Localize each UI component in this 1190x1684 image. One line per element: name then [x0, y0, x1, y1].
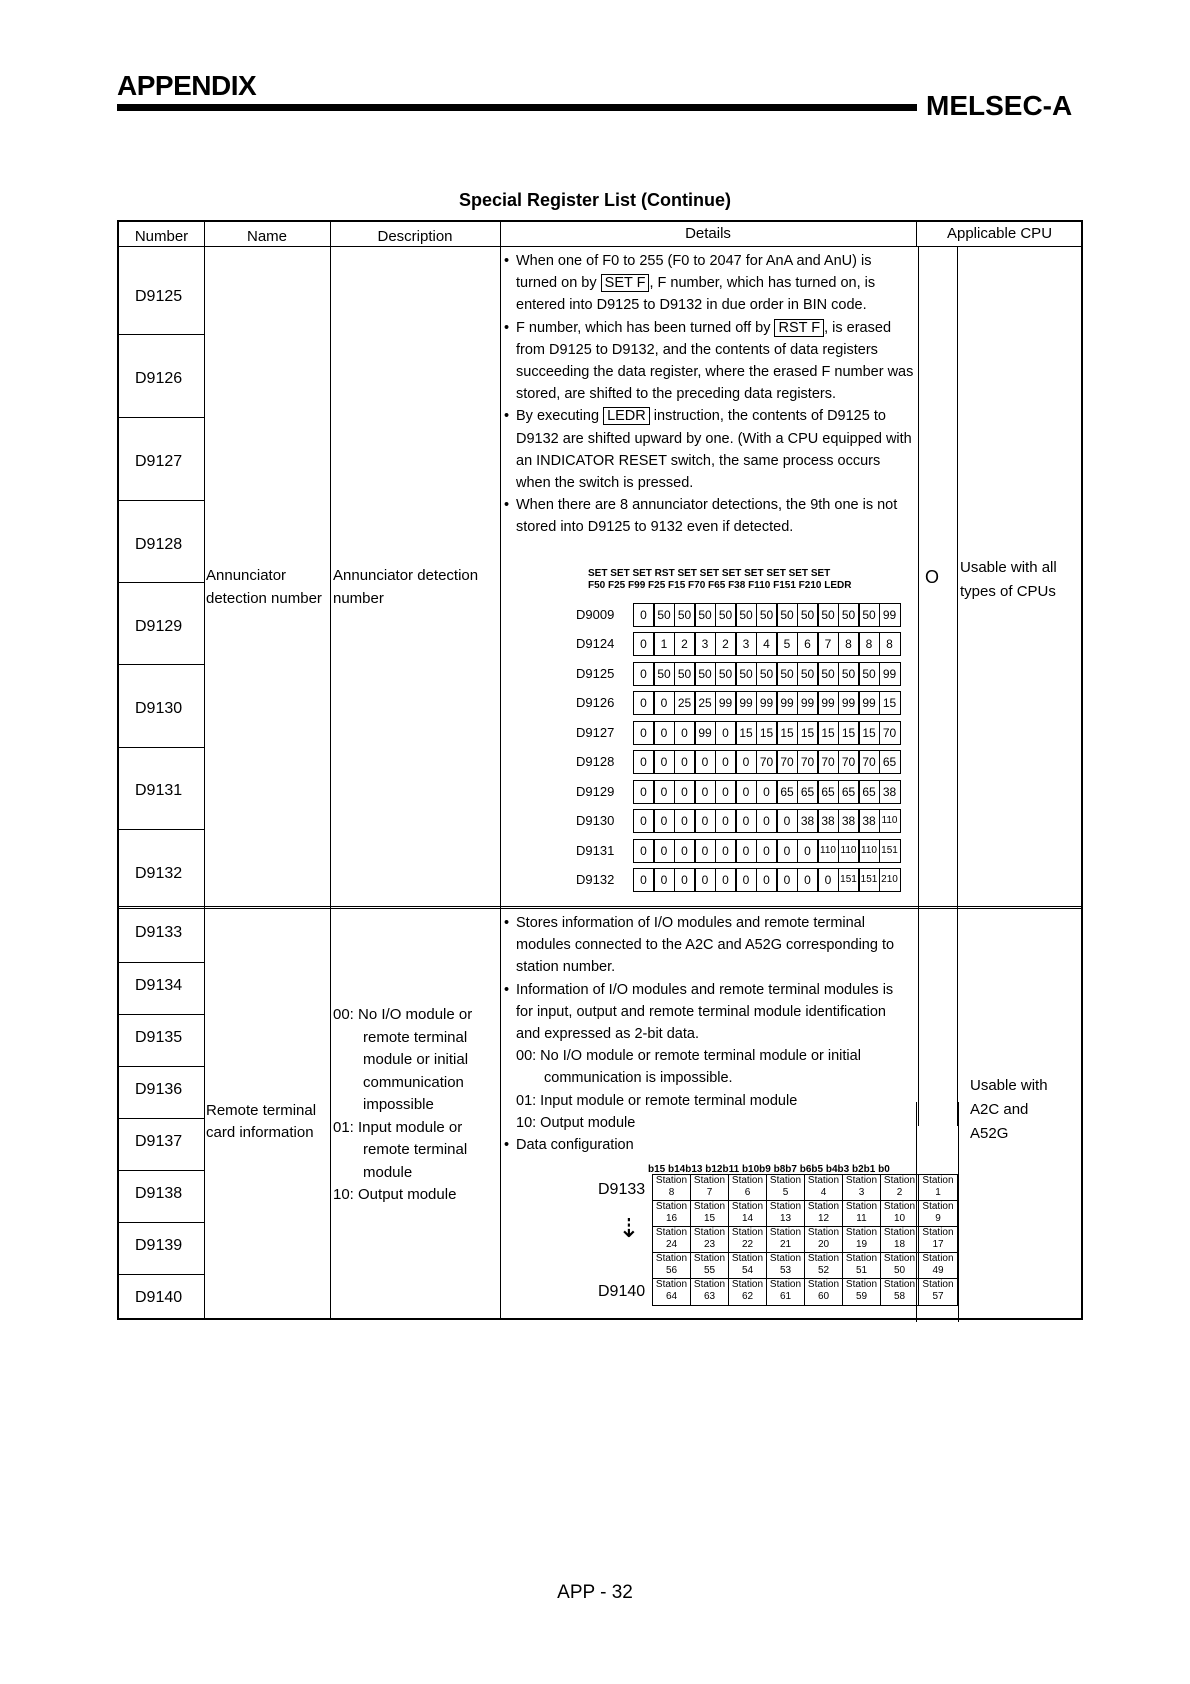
station-cell: Station 1 [919, 1175, 957, 1201]
annunciator-cell: 0 [694, 750, 716, 774]
annunciator-cell: 15 [817, 721, 839, 745]
annunciator-cell: 99 [776, 691, 798, 715]
annunciator-cell: 70 [879, 721, 901, 745]
station-cell: Station 55 [691, 1253, 729, 1279]
station-cell: Station 51 [843, 1253, 881, 1279]
annunciator-cell: 0 [633, 868, 655, 892]
annunciator-cell: 0 [735, 868, 757, 892]
station-row [653, 1279, 957, 1305]
annunciator-cell: 15 [797, 721, 819, 745]
annunciator-cell: 65 [776, 780, 798, 804]
annunciator-cell: 50 [653, 603, 675, 627]
register-number: D9125 [135, 288, 183, 305]
annunciator-cell: 65 [797, 780, 819, 804]
page-number: APP - 32 [557, 1582, 633, 1603]
annunciator-cell: 151 [879, 839, 901, 863]
annunciator-cell: 1 [653, 632, 675, 656]
annunciator-cell: 0 [735, 809, 757, 833]
station-cell: Station 16 [653, 1201, 691, 1227]
annunciator-cell: 0 [653, 691, 675, 715]
station-cell: Station 8 [653, 1175, 691, 1201]
annunciator-cell: 38 [797, 809, 819, 833]
annunciator-cell: 0 [653, 780, 675, 804]
annunciator-cell: 50 [653, 662, 675, 686]
annunciator-cell: 3 [694, 632, 716, 656]
annunciator-cell: 0 [674, 750, 696, 774]
station-cell: Station 19 [843, 1227, 881, 1253]
annunciator-cell: 0 [633, 632, 655, 656]
annunciator-cell: 50 [735, 603, 757, 627]
annunciator-cell: 99 [838, 691, 860, 715]
station-cell: Station 62 [729, 1279, 767, 1305]
annunciator-cell: 50 [735, 662, 757, 686]
station-cell: Station 53 [767, 1253, 805, 1279]
annunciator-cell: 50 [797, 603, 819, 627]
annunciator-cell: 50 [797, 662, 819, 686]
annunciator-cell: 70 [776, 750, 798, 774]
annunciator-cell: 0 [674, 721, 696, 745]
annunciator-cell: 110 [858, 839, 880, 863]
annunciator-cell: 50 [817, 603, 839, 627]
header-rule [117, 104, 917, 111]
annunciator-cell: 38 [879, 780, 901, 804]
station-cell: Station 22 [729, 1227, 767, 1253]
set-rst-labels: SET SET SET RST SET SET SET SET SET SET SET [588, 568, 831, 579]
annunciator-cell: 0 [653, 721, 675, 745]
register-number: D9129 [135, 618, 183, 635]
annunciator-cell: 0 [694, 780, 716, 804]
annunciator-cell: 0 [694, 809, 716, 833]
station-cell: Station 21 [767, 1227, 805, 1253]
annunciator-cell: 50 [858, 603, 880, 627]
special-register-table [117, 220, 1083, 1320]
annunciator-cell: 0 [674, 839, 696, 863]
annunciator-cell: 15 [838, 721, 860, 745]
annunciator-cell: 0 [653, 809, 675, 833]
station-cell: Station 5 [767, 1175, 805, 1201]
annunciator-cell: 65 [879, 750, 901, 774]
annunciator-cell: 0 [715, 780, 737, 804]
annunciator-row-label: D9127 [576, 724, 615, 740]
annunciator-cell: 50 [776, 603, 798, 627]
station-cell: Station 9 [919, 1201, 957, 1227]
register-number: D9133 [135, 924, 183, 941]
register-number: D9126 [135, 370, 183, 387]
details-annunciator: • When one of F0 to 255 (F0 to 2047 for AnA and AnU) is turned on by SET F , F number, which has turned on, is entered into D9125 to D9132 in due order in BIN code. • F number, which has been turned off by RST F , is erased from D9125 to D9132, and the contents of data registers succeeding the data register, where the erased F number was stored, are shifted to the preceding data registers. • By executing LEDR instruction, the contents of D9125 to D9132 are shifted upward by one. (With a CPU equipped with an INDICATOR RESET switch, the same process occurs when the switch is pressed. • When there are 8 annunciator detections, the 9th one is not stored into D9125 to 9132 even if detected. [504, 250, 914, 539]
annunciator-cell: 151 [838, 868, 860, 892]
station-cell: Station 14 [729, 1201, 767, 1227]
station-cell: Station 23 [691, 1227, 729, 1253]
annunciator-cell: 0 [715, 868, 737, 892]
page-title: Special Register List (Continue) [458, 190, 732, 210]
annunciator-cell: 65 [858, 780, 880, 804]
annunciator-cell: 15 [879, 691, 901, 715]
annunciator-row-label: D9131 [576, 842, 615, 858]
annunciator-cell: 0 [633, 750, 655, 774]
register-number: D9135 [135, 1029, 183, 1046]
details-remote-terminal: • Stores information of I/O modules and remote terminal modules connected to the A2C and A52G corresponding to station number. • Information of I/O modules and remote terminal modules is for input, output and remote terminal module identification and expressed as 2-bit data. 00: No I/O module or remote terminal module or initial communication is impossible. 01: Input module or remote terminal module 10: Output module • Data configuration [504, 912, 914, 1156]
station-cell: Station 54 [729, 1253, 767, 1279]
annunciator-cell: 50 [674, 603, 696, 627]
annunciator-cell: 0 [633, 662, 655, 686]
annunciator-cell: 0 [694, 868, 716, 892]
station-cell: Station 7 [691, 1175, 729, 1201]
annunciator-cell: 0 [633, 780, 655, 804]
annunciator-cell: 70 [756, 750, 778, 774]
annunciator-cell: 0 [674, 809, 696, 833]
col-applicable: Applicable CPU [946, 225, 1053, 242]
station-cell: Station 24 [653, 1227, 691, 1253]
annunciator-cell: 99 [879, 603, 901, 627]
annunciator-cell: 50 [838, 662, 860, 686]
annunciator-cell: 99 [735, 691, 757, 715]
register-number: D9130 [135, 700, 183, 717]
desc-annunciator: Annunciator detection number [333, 567, 479, 607]
annunciator-cell: 0 [633, 809, 655, 833]
annunciator-cell: 7 [817, 632, 839, 656]
name-annunciator: Annunciator detection number [206, 567, 322, 607]
annunciator-cell: 4 [756, 632, 778, 656]
station-cell: Station 3 [843, 1175, 881, 1201]
header-melsec: MELSEC-A [926, 90, 1073, 121]
col-description: Description [377, 228, 453, 245]
annunciator-cell: 50 [756, 662, 778, 686]
annunciator-cell: 15 [756, 721, 778, 745]
annunciator-cell: 70 [817, 750, 839, 774]
annunciator-cell: 0 [633, 721, 655, 745]
station-cell: Station 60 [805, 1279, 843, 1305]
annunciator-cell: 0 [776, 809, 798, 833]
station-cell: Station 4 [805, 1175, 843, 1201]
annunciator-cell: 8 [838, 632, 860, 656]
annunciator-cell: 110 [838, 839, 860, 863]
annunciator-cell: 50 [756, 603, 778, 627]
annunciator-cell: 15 [735, 721, 757, 745]
annunciator-cell: 0 [776, 839, 798, 863]
desc-remote-terminal: 00: No I/O module or remote terminal module or initial communication impossible 01: Input module or remote terminal module 10: Output module [333, 1006, 473, 1203]
config-first-register: D9133 [598, 1181, 646, 1198]
annunciator-cell: 50 [694, 662, 716, 686]
header-appendix: APPENDIX [117, 70, 257, 101]
annunciator-cell: 0 [735, 839, 757, 863]
station-cell: Station 57 [922, 1279, 954, 1302]
station-row [653, 1253, 957, 1279]
annunciator-cell: 38 [838, 809, 860, 833]
station-cell: Station 59 [843, 1279, 881, 1305]
register-number: D9131 [135, 782, 183, 799]
station-cell: Station 15 [691, 1201, 729, 1227]
annunciator-row-label: D9126 [576, 695, 615, 711]
col-details: Details [685, 225, 731, 242]
annunciator-cell: 0 [756, 868, 778, 892]
annunciator-cell: 99 [694, 721, 716, 745]
annunciator-cell: 38 [858, 809, 880, 833]
annunciator-cell: 0 [674, 780, 696, 804]
annunciator-cell: 50 [776, 662, 798, 686]
annunciator-cell: 0 [756, 839, 778, 863]
station-grid [652, 1174, 958, 1306]
annunciator-cell: 15 [858, 721, 880, 745]
annunciator-row-label: D9009 [576, 606, 615, 622]
annunciator-cell: 210 [879, 868, 901, 892]
annunciator-cell: 25 [694, 691, 716, 715]
annunciator-cell: 65 [838, 780, 860, 804]
annunciator-cell: 0 [715, 750, 737, 774]
annunciator-cell: 0 [776, 868, 798, 892]
annunciator-cell: 110 [879, 809, 901, 833]
register-number: D9132 [135, 865, 183, 882]
annunciator-cell: 50 [715, 662, 737, 686]
annunciator-row-label: D9128 [576, 754, 615, 770]
annunciator-cell: 50 [838, 603, 860, 627]
annunciator-cell: 50 [858, 662, 880, 686]
annunciator-cell: 0 [653, 750, 675, 774]
annunciator-cell: 0 [817, 868, 839, 892]
register-number: D9128 [135, 536, 183, 553]
station-cell: Station 11 [843, 1201, 881, 1227]
annunciator-cell: 0 [715, 721, 737, 745]
annunciator-cell: 70 [838, 750, 860, 774]
annunciator-cell: 8 [879, 632, 901, 656]
col-number: Number [134, 228, 189, 245]
station-row [653, 1175, 957, 1201]
annunciator-row-label: D9130 [576, 813, 615, 829]
annunciator-cell: 0 [715, 839, 737, 863]
register-number: D9138 [135, 1185, 183, 1202]
applicable-all: Usable with all types of CPUs [960, 559, 1057, 600]
register-number: D9139 [135, 1237, 183, 1254]
station-cell: Station 17 [919, 1227, 957, 1253]
station-cell: Station 6 [729, 1175, 767, 1201]
continuation-arrow-icon: ⇣ [618, 1213, 640, 1243]
annunciator-cell: 99 [858, 691, 880, 715]
register-number: D9136 [135, 1081, 183, 1098]
register-number: D9140 [135, 1289, 183, 1306]
config-last-register: D9140 [598, 1283, 646, 1300]
annunciator-cell: 0 [653, 868, 675, 892]
annunciator-cell: 8 [858, 632, 880, 656]
annunciator-cell: 50 [674, 662, 696, 686]
annunciator-cell: 5 [776, 632, 798, 656]
annunciator-cell: 0 [674, 868, 696, 892]
annunciator-cell: 70 [797, 750, 819, 774]
station-row [653, 1227, 957, 1253]
station-cell: Station 58 [881, 1279, 919, 1305]
annunciator-row-label: D9124 [576, 636, 615, 652]
station-cell: Station 2 [881, 1175, 919, 1201]
f-number-labels: F50 F25 F99 F25 F15 F70 F65 F38 F110 F151 F210 LEDR [588, 580, 852, 591]
station-cell: Station 56 [653, 1253, 691, 1279]
annunciator-cell: 99 [715, 691, 737, 715]
annunciator-cell: 99 [879, 662, 901, 686]
station-cell: Station 64 [653, 1279, 691, 1305]
annunciator-cell: 15 [776, 721, 798, 745]
annunciator-cell: 0 [735, 780, 757, 804]
station-cell: Station 10 [881, 1201, 919, 1227]
annunciator-cell: 50 [817, 662, 839, 686]
station-cell: Station 18 [881, 1227, 919, 1253]
annunciator-cell: 0 [715, 809, 737, 833]
name-remote-terminal: Remote terminal card information [206, 1102, 317, 1141]
annunciator-row-label: D9129 [576, 783, 615, 799]
station-cell: Station 13 [767, 1201, 805, 1227]
station-row [653, 1201, 957, 1227]
annunciator-cell: 0 [633, 839, 655, 863]
station-cell: Station 61 [767, 1279, 805, 1305]
applicable-mark: O [925, 567, 940, 587]
station-cell: Station 63 [691, 1279, 729, 1305]
annunciator-cell: 110 [817, 839, 839, 863]
annunciator-row-label: D9132 [576, 872, 615, 888]
bit-labels: b15 b14b13 b12b11 b10b9 b8b7 b6b5 b4b3 b2b1 b0 [648, 1164, 890, 1175]
annunciator-cell: 25 [674, 691, 696, 715]
register-number: D9137 [135, 1133, 183, 1150]
annunciator-cell: 0 [756, 809, 778, 833]
annunciator-cell: 70 [858, 750, 880, 774]
col-name: Name [246, 228, 287, 245]
annunciator-cell: 99 [756, 691, 778, 715]
annunciator-cell: 151 [858, 868, 880, 892]
annunciator-row-label: D9125 [576, 665, 615, 681]
annunciator-cell: 0 [797, 839, 819, 863]
annunciator-cell: 50 [715, 603, 737, 627]
data-configuration [504, 222, 954, 1322]
annunciator-cell: 0 [756, 780, 778, 804]
station-cell: Station 20 [805, 1227, 843, 1253]
annunciator-cell: 0 [735, 750, 757, 774]
annunciator-cell: 2 [715, 632, 737, 656]
annunciator-cell: 99 [797, 691, 819, 715]
station-cell: Station 52 [805, 1253, 843, 1279]
station-cell: Station 12 [805, 1201, 843, 1227]
annunciator-cell: 0 [797, 868, 819, 892]
annunciator-cell: 2 [674, 632, 696, 656]
annunciator-cell: 6 [797, 632, 819, 656]
station-cell: Station 49 [919, 1253, 957, 1279]
annunciator-cell: 3 [735, 632, 757, 656]
annunciator-cell: 65 [817, 780, 839, 804]
annunciator-cell: 0 [633, 691, 655, 715]
register-number: D9127 [135, 453, 183, 470]
register-number: D9134 [135, 977, 183, 994]
annunciator-cell: 99 [817, 691, 839, 715]
station-cell: Station 50 [881, 1253, 919, 1279]
annunciator-cell: 38 [817, 809, 839, 833]
annunciator-cell: 50 [694, 603, 716, 627]
annunciator-cell: 0 [653, 839, 675, 863]
applicable-a2c: Usable with A2C and A52G [970, 1077, 1048, 1142]
annunciator-cell: 0 [694, 839, 716, 863]
annunciator-cell: 0 [633, 603, 655, 627]
